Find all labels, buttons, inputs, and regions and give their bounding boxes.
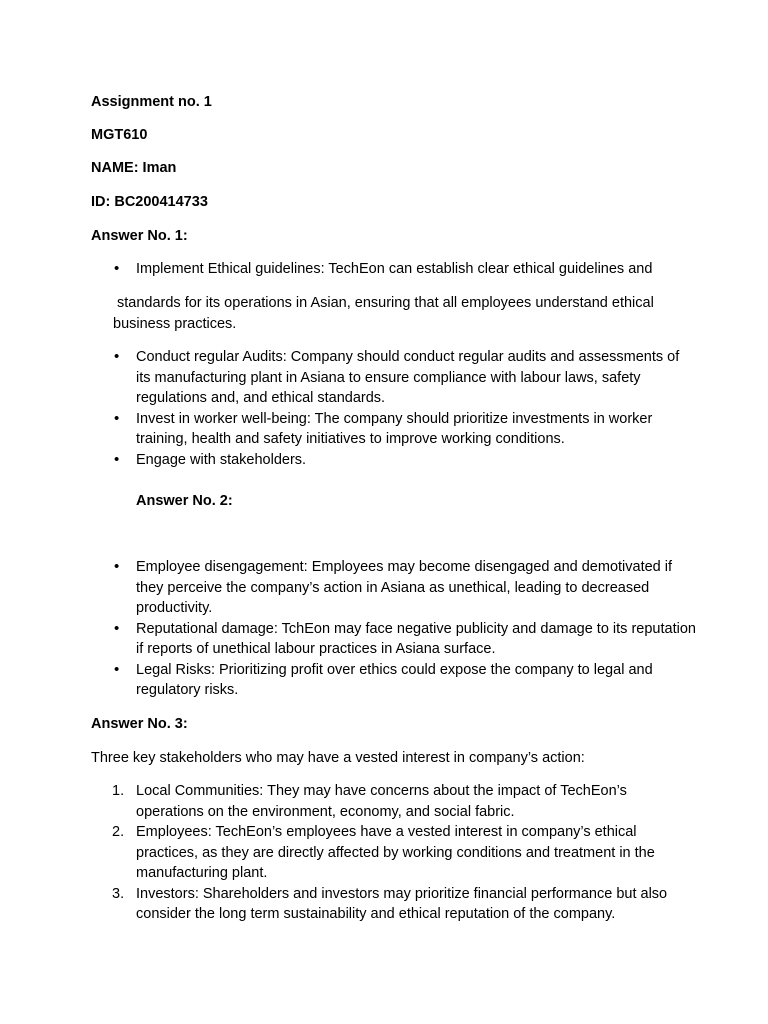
list-item — [114, 347, 696, 409]
bullet-marker: • — [114, 348, 120, 365]
list-item — [114, 409, 696, 450]
list-item-text: Conduct regular Audits: Company should conduct regular audits and assessments of its manufacturing plant in Asiana to ensure compliance with labour laws, safety regulations and, and ethical standards. — [136, 349, 680, 406]
answer-2-list — [114, 557, 696, 701]
list-item — [114, 259, 696, 280]
answer-1-continuation: standards for its operations in Asian, ensuring that all employees understand ethical business practices. — [113, 295, 654, 332]
list-item-text: Investors: Shareholders and investors may prioritize financial performance but also consider the long term sustainability and ethical reputation of the company. — [136, 885, 668, 922]
bullet-marker: • — [114, 660, 120, 678]
answer-3-list — [112, 781, 696, 925]
list-item — [114, 557, 696, 619]
list-item-text: Engage with stakeholders. — [136, 451, 307, 468]
list-number: 2. — [112, 824, 125, 840]
list-item — [112, 884, 696, 925]
bullet-marker: • — [114, 260, 120, 277]
answer-1-heading: Answer No. 1: — [91, 228, 188, 244]
answer-1-list — [114, 347, 696, 470]
course-code: MGT610 — [91, 127, 148, 143]
bullet-marker: • — [114, 558, 120, 575]
list-item-text: Implement Ethical guidelines: TechEon can establish clear ethical guidelines and — [136, 261, 653, 277]
list-item-text: Employees: TechEon’s employees have a vested interest in company’s ethical practices, as they are directly affected by working conditions and treatment in the manufacturing plant. — [136, 824, 655, 881]
student-id: ID: BC200414733 — [91, 194, 208, 210]
assignment-title: Assignment no. 1 — [91, 94, 212, 110]
list-item-text: Employee disengagement: Employees may become disengaged and demotivated if they perceive the company’s action in Asiana as unethical, leading to decreased productivity. — [136, 559, 673, 616]
list-item — [114, 450, 696, 471]
bullet-marker: • — [114, 450, 120, 468]
answer-2-heading: Answer No. 2: — [136, 493, 233, 509]
list-item-text: Local Communities: They may have concerns about the impact of TechEon’s operations on the environment, economy, and social fabric. — [136, 783, 627, 820]
list-item — [112, 781, 696, 822]
list-item — [114, 619, 696, 660]
bullet-marker: • — [114, 619, 120, 637]
answer-3-heading: Answer No. 3: — [91, 716, 188, 732]
list-item-text: Invest in worker well-being: The company should prioritize investments in worker training, health and safety initiatives to improve working conditions. — [136, 410, 653, 447]
list-number: 1. — [112, 783, 125, 799]
list-number: 3. — [112, 885, 125, 902]
list-item-text: Reputational damage: TchEon may face negative publicity and damage to its reputation if reports of unethical labour practices in Asiana surface. — [136, 620, 696, 657]
student-name: NAME: Iman — [91, 160, 177, 176]
bullet-marker: • — [114, 409, 120, 427]
list-item-text: Legal Risks: Prioritizing profit over ethics could expose the company to legal and regulatory risks. — [136, 661, 653, 698]
answer-3-intro: Three key stakeholders who may have a vested interest in company’s action: — [91, 750, 585, 766]
list-item — [114, 660, 696, 701]
answer-1-first-list — [114, 259, 696, 280]
list-item — [112, 822, 696, 884]
